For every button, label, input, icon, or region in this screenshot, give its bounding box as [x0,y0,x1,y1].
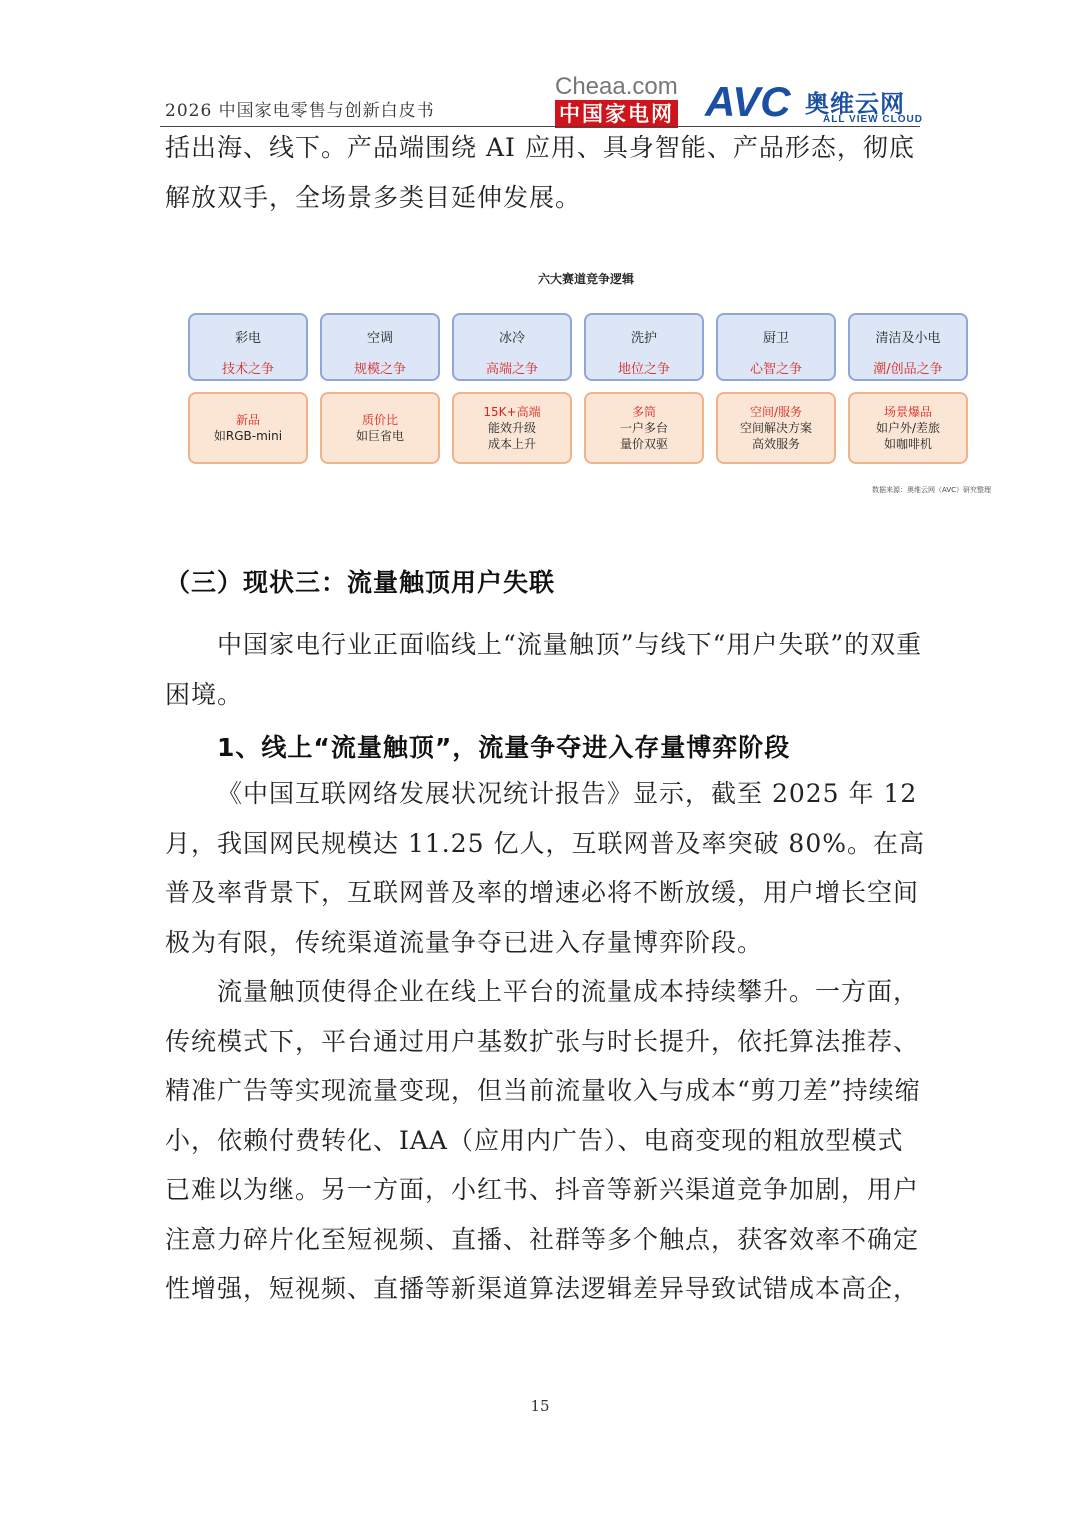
detail-highlight: 空间/服务 [749,405,803,419]
body-paragraph: 中国家电行业正面临线上“流量触顶”与线下“用户失联”的双重困境。 [165,630,923,709]
category-card [188,313,308,381]
cheaa-logo-name: 中国家电网 [555,100,678,128]
detail-line: 量价双驱 [619,437,668,451]
category-theme: 潮/创品之争 [873,362,943,377]
category-theme: 心智之争 [749,362,802,377]
detail-line: 空间解决方案 [739,421,812,435]
detail-line: 如巨省电 [355,429,404,443]
figure-source-note: 数据来源：奥维云网（AVC）研究整理 [872,486,992,494]
category-card [716,313,836,381]
category-theme: 高端之争 [485,362,538,377]
detail-line: 高效服务 [751,437,800,451]
category-name: 冰冷 [498,331,525,346]
category-name: 空调 [366,331,393,346]
document-header-title: 2026 中国家电零售与创新白皮书 [165,101,435,121]
intro-paragraph: 括出海、线下。产品端围绕 AI 应用、具身智能、产品形态，彻底解放双手，全场景多类目延伸发展。 [165,133,915,212]
category-theme: 规模之争 [353,362,406,377]
category-card [320,313,440,381]
detail-highlight: 质价比 [361,413,398,427]
figure-title: 六大赛道竞争逻辑 [537,272,634,286]
detail-card [452,392,572,464]
figure-category-row [188,313,968,381]
section-heading: （三）现状三：流量触顶用户失联 [165,568,556,597]
detail-line: 一户多台 [619,421,668,435]
avc-logo-chinese: 奥维云网 [805,90,905,118]
category-name: 洗护 [630,331,657,346]
detail-line: 如咖啡机 [883,437,932,451]
detail-card [584,392,704,464]
category-card [584,313,704,381]
page-number: 15 [530,1397,550,1415]
detail-card [188,392,308,464]
avc-logo-mark: AVC [705,78,791,125]
detail-highlight: 场景爆品 [883,405,932,419]
category-name: 彩电 [234,331,261,346]
category-card [452,313,572,381]
figure-detail-row [188,392,968,464]
subsection-heading: 1、线上“流量触顶”，流量争夺进入存量博弈阶段 [217,733,791,762]
body-paragraph: 《中国互联网络发展状况统计报告》显示，截至 2025 年 12 月，我国网民规模达 11.25 亿人，互联网普及率突破 80%。在高普及率背景下，互联网普及率的增速必将不断放缓，用户增长空间极为有限，传统渠道流量争夺已进入存量博弈阶段。 [165,779,925,957]
category-theme: 技术之争 [221,362,274,377]
detail-highlight: 多筒 [631,405,656,419]
detail-line: 成本上升 [487,437,536,451]
detail-highlight: 15K+高端 [483,405,541,419]
avc-logo-english: ALL VIEW CLOUD [823,114,923,125]
category-name: 厨卫 [762,331,789,346]
detail-card [320,392,440,464]
category-card [848,313,968,381]
cheaa-logo-domain: Cheaa.com [555,73,678,100]
detail-highlight: 新品 [235,413,260,427]
category-name: 清洁及小电 [875,331,941,346]
detail-card [848,392,968,464]
detail-line: 如RGB-mini [213,429,283,443]
detail-line: 能效升级 [487,421,536,435]
detail-line: 如户外/差旅 [875,421,941,435]
body-paragraph: 流量触顶使得企业在线上平台的流量成本持续攀升。一方面，传统模式下，平台通过用户基数扩张与时长提升，依托算法推荐、精准广告等实现流量变现，但当前流量收入与成本“剪刀差”持续缩小，依赖付费转化、IAA（应用内广告）、电商变现的粗放型模式已难以为继。另一方面，小红书、抖音等新兴渠道竞争加剧，用户注意力碎片化至短视频、直播、社群等多个触点，获客效率不确定性增强，短视频、直播等新渠道算法逻辑差异导致试错成本高企， [165,977,921,1303]
detail-card [716,392,836,464]
category-theme: 地位之争 [617,362,670,377]
